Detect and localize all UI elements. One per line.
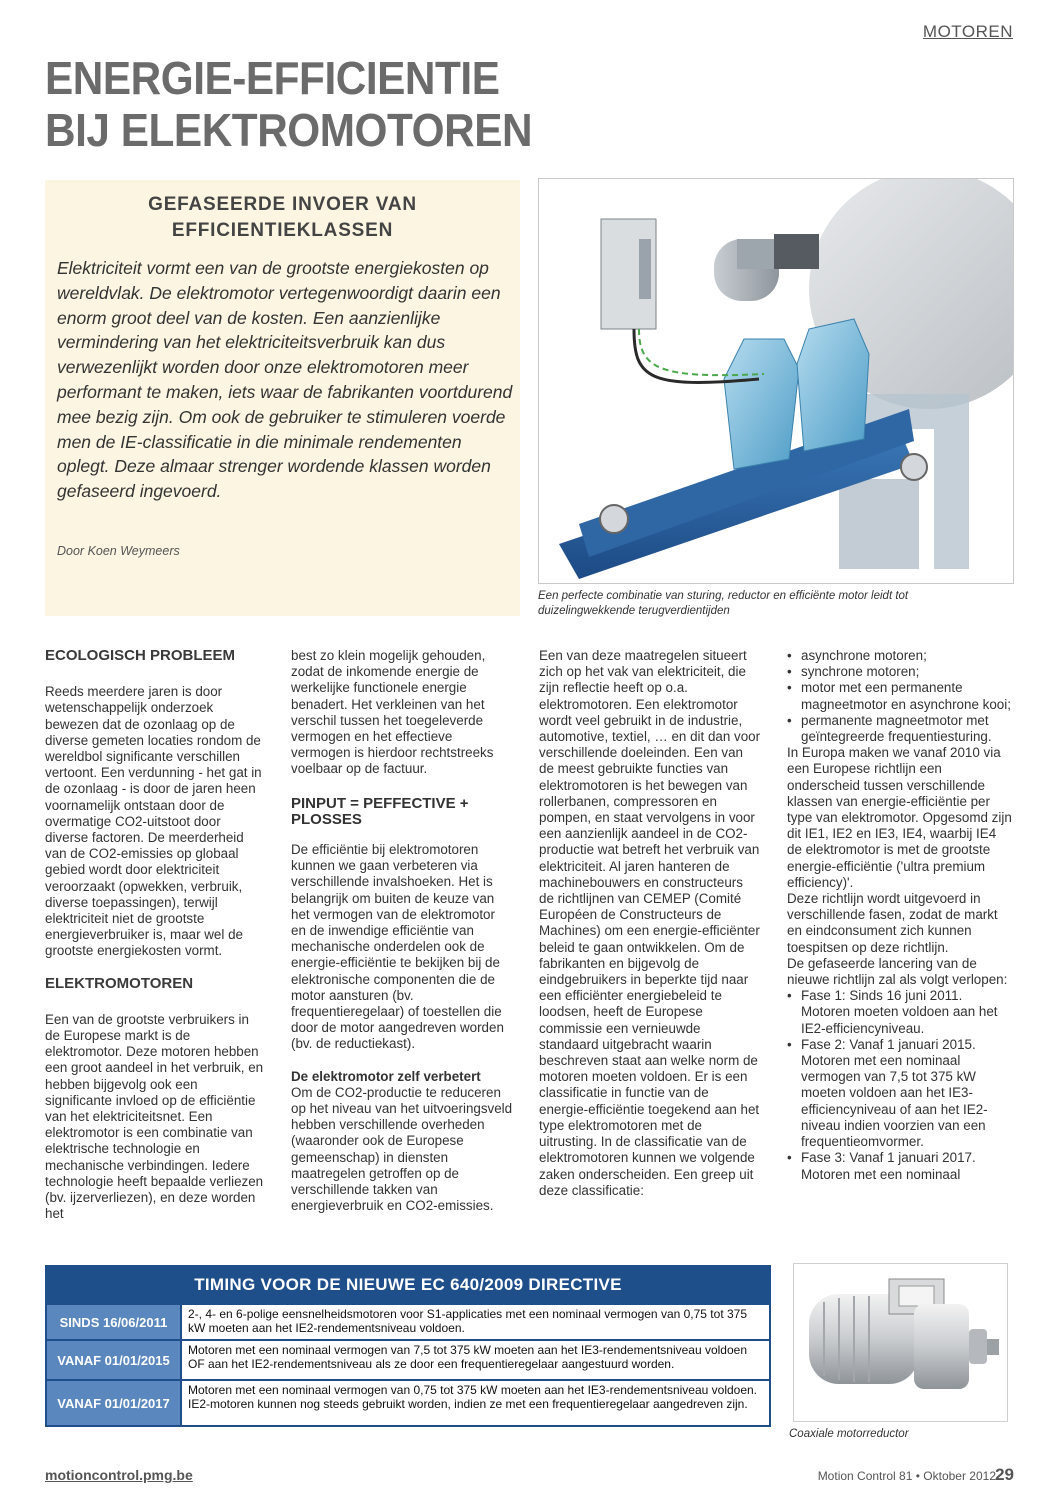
byline: Door Koen Weymeers xyxy=(57,544,180,558)
list-item: • motor met een permanente magneetmotor en asynchrone kooi; xyxy=(787,680,1013,712)
list-item: • Fase 3: Vanaf 1 januari 2017. Motoren met een nominaal xyxy=(787,1150,1013,1182)
paragraph: best zo klein mogelijk gehouden, zodat de inkomende energie de werkelijke functionele energie benadert. Het verkleinen van het verschil tussen het toegeleverde vermogen en het effectieve vermogen is hierdoor rechtstreeks voelbaar op de factuur. xyxy=(291,648,494,777)
title-line-1: ENERGIE-EFFICIENTIE xyxy=(45,52,500,104)
paragraph: Een van de grootste verbruikers in de Europese markt is de elektromotor. Deze motoren hebben een groot aandeel in het verbruik, en hebben bijgevolg ook een significante invloed op de efficiëntie van het elektriciteitsnet. Een elektromotor is een combinatie van elektrische technologie en mechanische verbindingen. Iedere technologie heeft bepaalde verliezen (bv. ijzerverliezen), en deze worden het xyxy=(45,1011,264,1222)
page-title xyxy=(45,52,532,156)
table-row xyxy=(47,1305,769,1339)
conveyor-motor-illustration xyxy=(538,178,1014,584)
intro-heading-line-1: GEFASEERDE INVOER VAN xyxy=(148,194,417,215)
paragraph: Deze richtlijn wordt uitgevoerd in verschillende fasen, zodat de markt en eindconsument zich kunnen toespitsen op deze richtlijn. xyxy=(787,891,998,955)
heading-elektromotoren: ELEKTROMOTOREN xyxy=(45,974,194,992)
section-tag: MOTOREN xyxy=(922,22,1013,41)
table-row-text: Motoren met een nominaal vermogen van 7,5 tot 375 kW moeten aan het IE3-rendementsniveau voldoen OF aan het IE2-rendementsniveau als ze door een frequentieregelaar aangestuurd worden. xyxy=(182,1341,769,1379)
paragraph: Reeds meerdere jaren is door wetenschappelijk onderzoek bewezen dat de ozonlaag op de diverse gemeten locaties rondom de wereldbol significante verschillen vertoont. Een verdunning - het gat in de ozonlaag - is door de jaren heen voornamelijk ontstaan door de overmatige CO2-uitstoot door diverse factoren. De meerderheid van de CO2-emissies op globaal gebied wordt door elektriciteit veroorzaakt (opwekken, verbruik, diverse toepassingen), terwijl elektriciteit niet de grootste energieverbruiker is, maar wel de grootste energiekosten vormt. xyxy=(45,684,262,959)
figure-caption: Coaxiale motorreductor xyxy=(789,1428,909,1440)
list-item: • synchrone motoren; xyxy=(787,664,1013,680)
intro-text: Elektriciteit vormt een van de grootste energiekosten op wereldvlak. De elektromotor vertegenwoordigt daarin een enorm groot deel van de kosten. Een aanzienlijke vermindering van het elektriciteitsverbruik kan dus verwezenlijkt worden door onze elektromotoren meer performant te maken, iets waar de fabrikanten voortdurend mee bezig zijn. Om ook de gebruiker te stimuleren voerde men de IE-classificatie in die minimale rendementen oplegt. Deze almaar strenger wordende klassen worden gefaseerd ingevoerd. xyxy=(57,258,513,502)
paragraph: Een van deze maatregelen situeert zich op het vak van elektriciteit, die zijn reflectie heeft op o.a. elektromotoren. Een elektromotor wordt veel gebruikt in de industrie, automotive, textiel, … en dit dan voor verschillende doeleinden. Een van de meest gebruikte functies van elektromotoren is het bewegen van rollerbanen, compressoren en pompen, en staat vervolgens in voor een aanzienlijk aandeel in de CO2-productie wat betreft het verbruik van elektriciteit. Al jaren hanteren de machinebouwers en constructeurs de richtlijnen van CEMEP (Comité Européen de Constructeurs de Machines) om een energie-efficiënter beleid te gaan ontwikkelen. Om de fabrikanten en bijgevolg de eindgebruikers in beperkte tijd naar een efficiënter energiebeleid te loodsen, heeft de Europese commissie een vernieuwde standaard uitgebracht waarin beschreven staat aan welke norm de motoren moeten voldoen. Er is een classificatie in functie van de energie-efficiëntie toegekend aan het type elektromotoren met de uitrusting. In de classificatie van de elektromotoren kunnen we volgende zaken onderscheiden. Een greep uit deze classificatie: xyxy=(539,648,761,1198)
column-3 xyxy=(539,648,761,1199)
table-row xyxy=(47,1381,769,1425)
intro-heading-line-2: EFFICIENTIEKLASSEN xyxy=(171,220,394,241)
table-row-text: Motoren met een nominaal vermogen van 0,75 tot 375 kW moeten aan het IE3-rendementsniveau voldoen. IE2-motoren kunnen nog steeds gebruikt worden, indien ze met een frequentieregelaar aangedreven zijn. xyxy=(182,1381,769,1425)
heading-ecologisch-probleem: ECOLOGISCH PROBLEEM xyxy=(45,647,236,664)
subheading: De elektromotor zelf verbetert xyxy=(291,1068,481,1084)
footer-info: Motion Control 81 • Oktober 2012 xyxy=(817,1469,996,1483)
table-row-label: VANAF 01/01/2015 xyxy=(47,1341,180,1379)
paragraph: De gefaseerde lancering van de nieuwe richtlijn zal als volgt verlopen: xyxy=(787,955,1008,988)
conveyor-illustration-graphic xyxy=(539,179,1013,583)
intro-box xyxy=(45,180,520,616)
column-4 xyxy=(787,648,1013,1183)
table-row-label: SINDS 16/06/2011 xyxy=(47,1305,180,1339)
table-title: TIMING VOOR DE NIEUWE EC 640/2009 DIRECTIVE xyxy=(194,1275,622,1294)
list-item: • Fase 2: Vanaf 1 januari 2015. Motoren met een nominaal vermogen van 7,5 tot 375 kW moeten voldoen aan het IE3-efficiencyniveau of aan het IE2-niveau indien voorzien van een frequentieomvormer. xyxy=(787,1037,1013,1150)
title-line-2: BIJ ELEKTROMOTOREN xyxy=(45,104,533,156)
page-number: 29 xyxy=(995,1465,1014,1484)
column-1 xyxy=(45,648,267,1223)
list-item: • asynchrone motoren; xyxy=(787,648,1013,664)
column-2 xyxy=(291,648,513,1215)
paragraph: Om de CO2-productie te reduceren op het niveau van het uitvoeringsveld hebben verschillende overheden (waaronder ook de Europese gemeenschap) in diensten maatregelen getroffen op de verschillende takken van energieverbruik en CO2-emissies. xyxy=(291,1084,513,1214)
paragraph: In Europa maken we vanaf 2010 via een Europese richtlijn een onderscheid tussen verschillende klassen van energie-efficiëntie per type van elektromotor. Opgesomd zijn dit IE1, IE2 en IE3, IE4, waarbij IE4 de elektromotor is met de grootste energie-efficiëntie ('ultra premium efficiency)'. xyxy=(787,745,1012,890)
table-row xyxy=(47,1341,769,1379)
intro-heading xyxy=(45,192,520,244)
footer-url-link[interactable]: motioncontrol.pmg.be xyxy=(45,1467,193,1483)
classification-list xyxy=(787,648,1013,745)
timing-table xyxy=(45,1265,771,1427)
coaxial-motor-photo xyxy=(793,1263,1008,1422)
formula: PINPUT = PEFFECTIVE + PLOSSES xyxy=(291,794,469,828)
coaxial-motor-graphic xyxy=(794,1264,1007,1421)
figure-caption: Een perfecte combinatie van sturing, reductor en efficiënte motor leidt tot duizelingwekkende terugverdientijden xyxy=(538,590,909,617)
list-item: • Fase 1: Sinds 16 juni 2011. Motoren moeten voldoen aan het IE2-efficiencyniveau. xyxy=(787,988,1013,1037)
list-item: • permanente magneetmotor met geïntegreerde frequentiesturing. xyxy=(787,713,1013,745)
table-row-text: 2-, 4- en 6-polige eensnelheidsmotoren voor S1-applicaties met een nominaal vermogen van 0,75 tot 375 kW moeten aan het IE2-rendementsniveau voldoen. xyxy=(182,1305,769,1339)
table-row-label: VANAF 01/01/2017 xyxy=(47,1381,180,1425)
phase-list xyxy=(787,988,1013,1182)
paragraph: De efficiëntie bij elektromotoren kunnen we gaan verbeteren via verschillende invalshoeken. Het is belangrijk om buiten de keuze van het vermogen van de elektromotor en de inwendige efficiëntie van mechanische onderdelen ook de energie-efficiëntie te bekijken bij de elektronische componenten die de motor aansturen (bv. frequentieregelaar) of toestellen die door de motor aangedreven worden (bv. de reductiekast). xyxy=(291,842,504,1052)
